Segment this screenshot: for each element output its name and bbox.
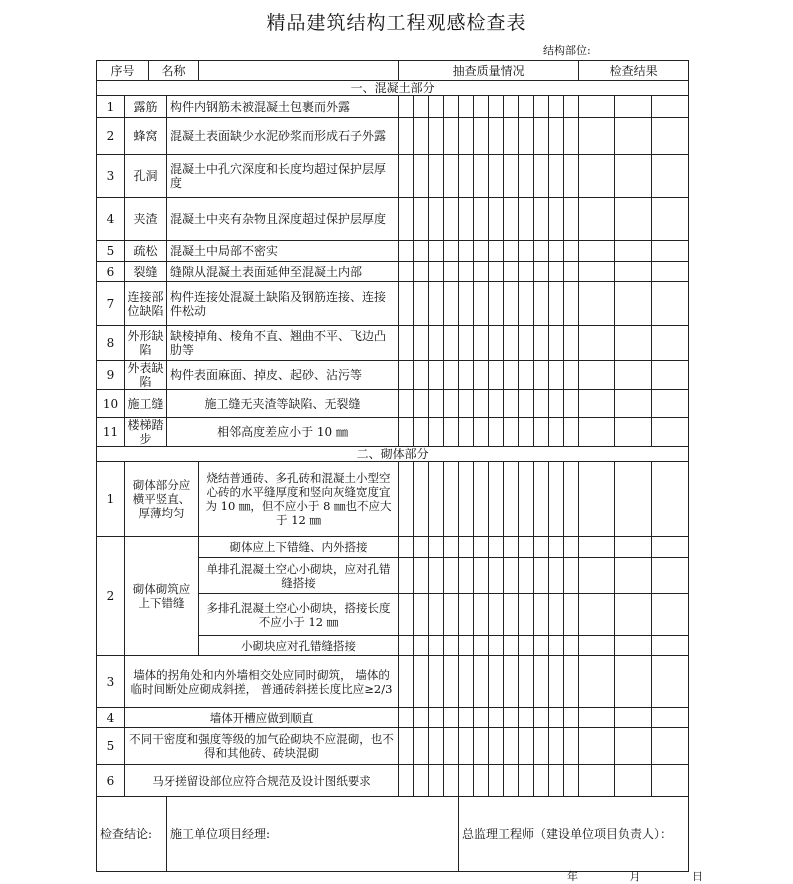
chief-supervisor-label: 总监理工程师（建设单位项目负责人）： [459, 797, 689, 872]
table-row: 10 施工缝 施工缝无夹渣等缺陷、无裂缝 [97, 390, 689, 418]
table-row: 1 露筋 构件内钢筋未被混凝土包裹而外露 [97, 96, 689, 118]
table-row: 2 砌体砌筑应上下错缝 砌体应上下错缝、内外搭接 [97, 537, 689, 558]
page-title: 精品建筑结构工程观感检查表 [266, 12, 527, 34]
inspection-table [96, 60, 689, 872]
table-row: 5 疏松 混凝土中局部不密实 [97, 241, 689, 262]
header-seq: 序号 [97, 61, 149, 81]
table-row: 单排孔混凝土空心小砌块，应对孔错缝搭接 [97, 558, 689, 594]
table-row: 1 砌体部分应横平竖直、厚薄均匀 烧结普通砖、多孔砖和混凝土小型空心砖的水平缝厚度和竖向灰缝宽度宜为 10 ㎜，但不应小于 8 ㎜也不应大于 12 ㎜ [97, 462, 689, 537]
signature-row [97, 797, 689, 872]
table-row: 2 蜂窝 混凝土表面缺少水泥砂浆而形成石子外露 [97, 118, 689, 155]
sign-date: 年 月 日 [567, 870, 727, 883]
table-row: 4 墙体开槽应做到顺直 [97, 708, 689, 728]
table-row: 3 墙体的拐角处和内外墙相交处应同时砌筑， 墙体的临时间断处应砌成斜搓， 普通砖斜搓长度比应≥2/3 [97, 656, 689, 708]
conclusion-label: 检查结论: [97, 797, 167, 872]
structure-part-label: 结构部位: [543, 44, 591, 57]
contractor-manager-label: 施工单位项目经理: [167, 797, 459, 872]
header-quality: 抽查质量情况 [399, 61, 579, 81]
table-row: 8 外形缺陷 缺棱掉角、棱角不直、翘曲不平、飞边凸肋等 [97, 326, 689, 361]
table-row: 9 外表缺陷 构件表面麻面、掉皮、起砂、沾污等 [97, 361, 689, 390]
section-concrete: 一、混凝土部分 [97, 81, 689, 96]
table-row: 4 夹渣 混凝土中夹有杂物且深度超过保护层厚度 [97, 198, 689, 241]
table-row: 3 孔洞 混凝土中孔穴深度和长度均超过保护层厚度 [97, 155, 689, 198]
header-row [97, 61, 689, 81]
table-row: 11 楼梯踏步 相邻高度差应小于 10 ㎜ [97, 418, 689, 447]
header-result: 检查结果 [579, 61, 689, 81]
table-row: 6 裂缝 缝隙从混凝土表面延伸至混凝土内部 [97, 262, 689, 282]
header-name: 名称 [149, 61, 199, 81]
table-row: 小砌块应对孔错缝搭接 [97, 636, 689, 656]
table-row: 多排孔混凝土空心小砌块，搭接长度不应小于 12 ㎜ [97, 594, 689, 636]
table-row: 7 连接部位缺陷 构件连接处混凝土缺陷及钢筋连接、连接件松动 [97, 282, 689, 326]
section-masonry: 二、砌体部分 [97, 447, 689, 462]
table-row: 5 不同干密度和强度等级的加气砼砌块不应混砌，也不得和其他砖、砖块混砌 [97, 728, 689, 765]
table-row: 6 马牙搓留设部位应符合规范及设计图纸要求 [97, 765, 689, 797]
